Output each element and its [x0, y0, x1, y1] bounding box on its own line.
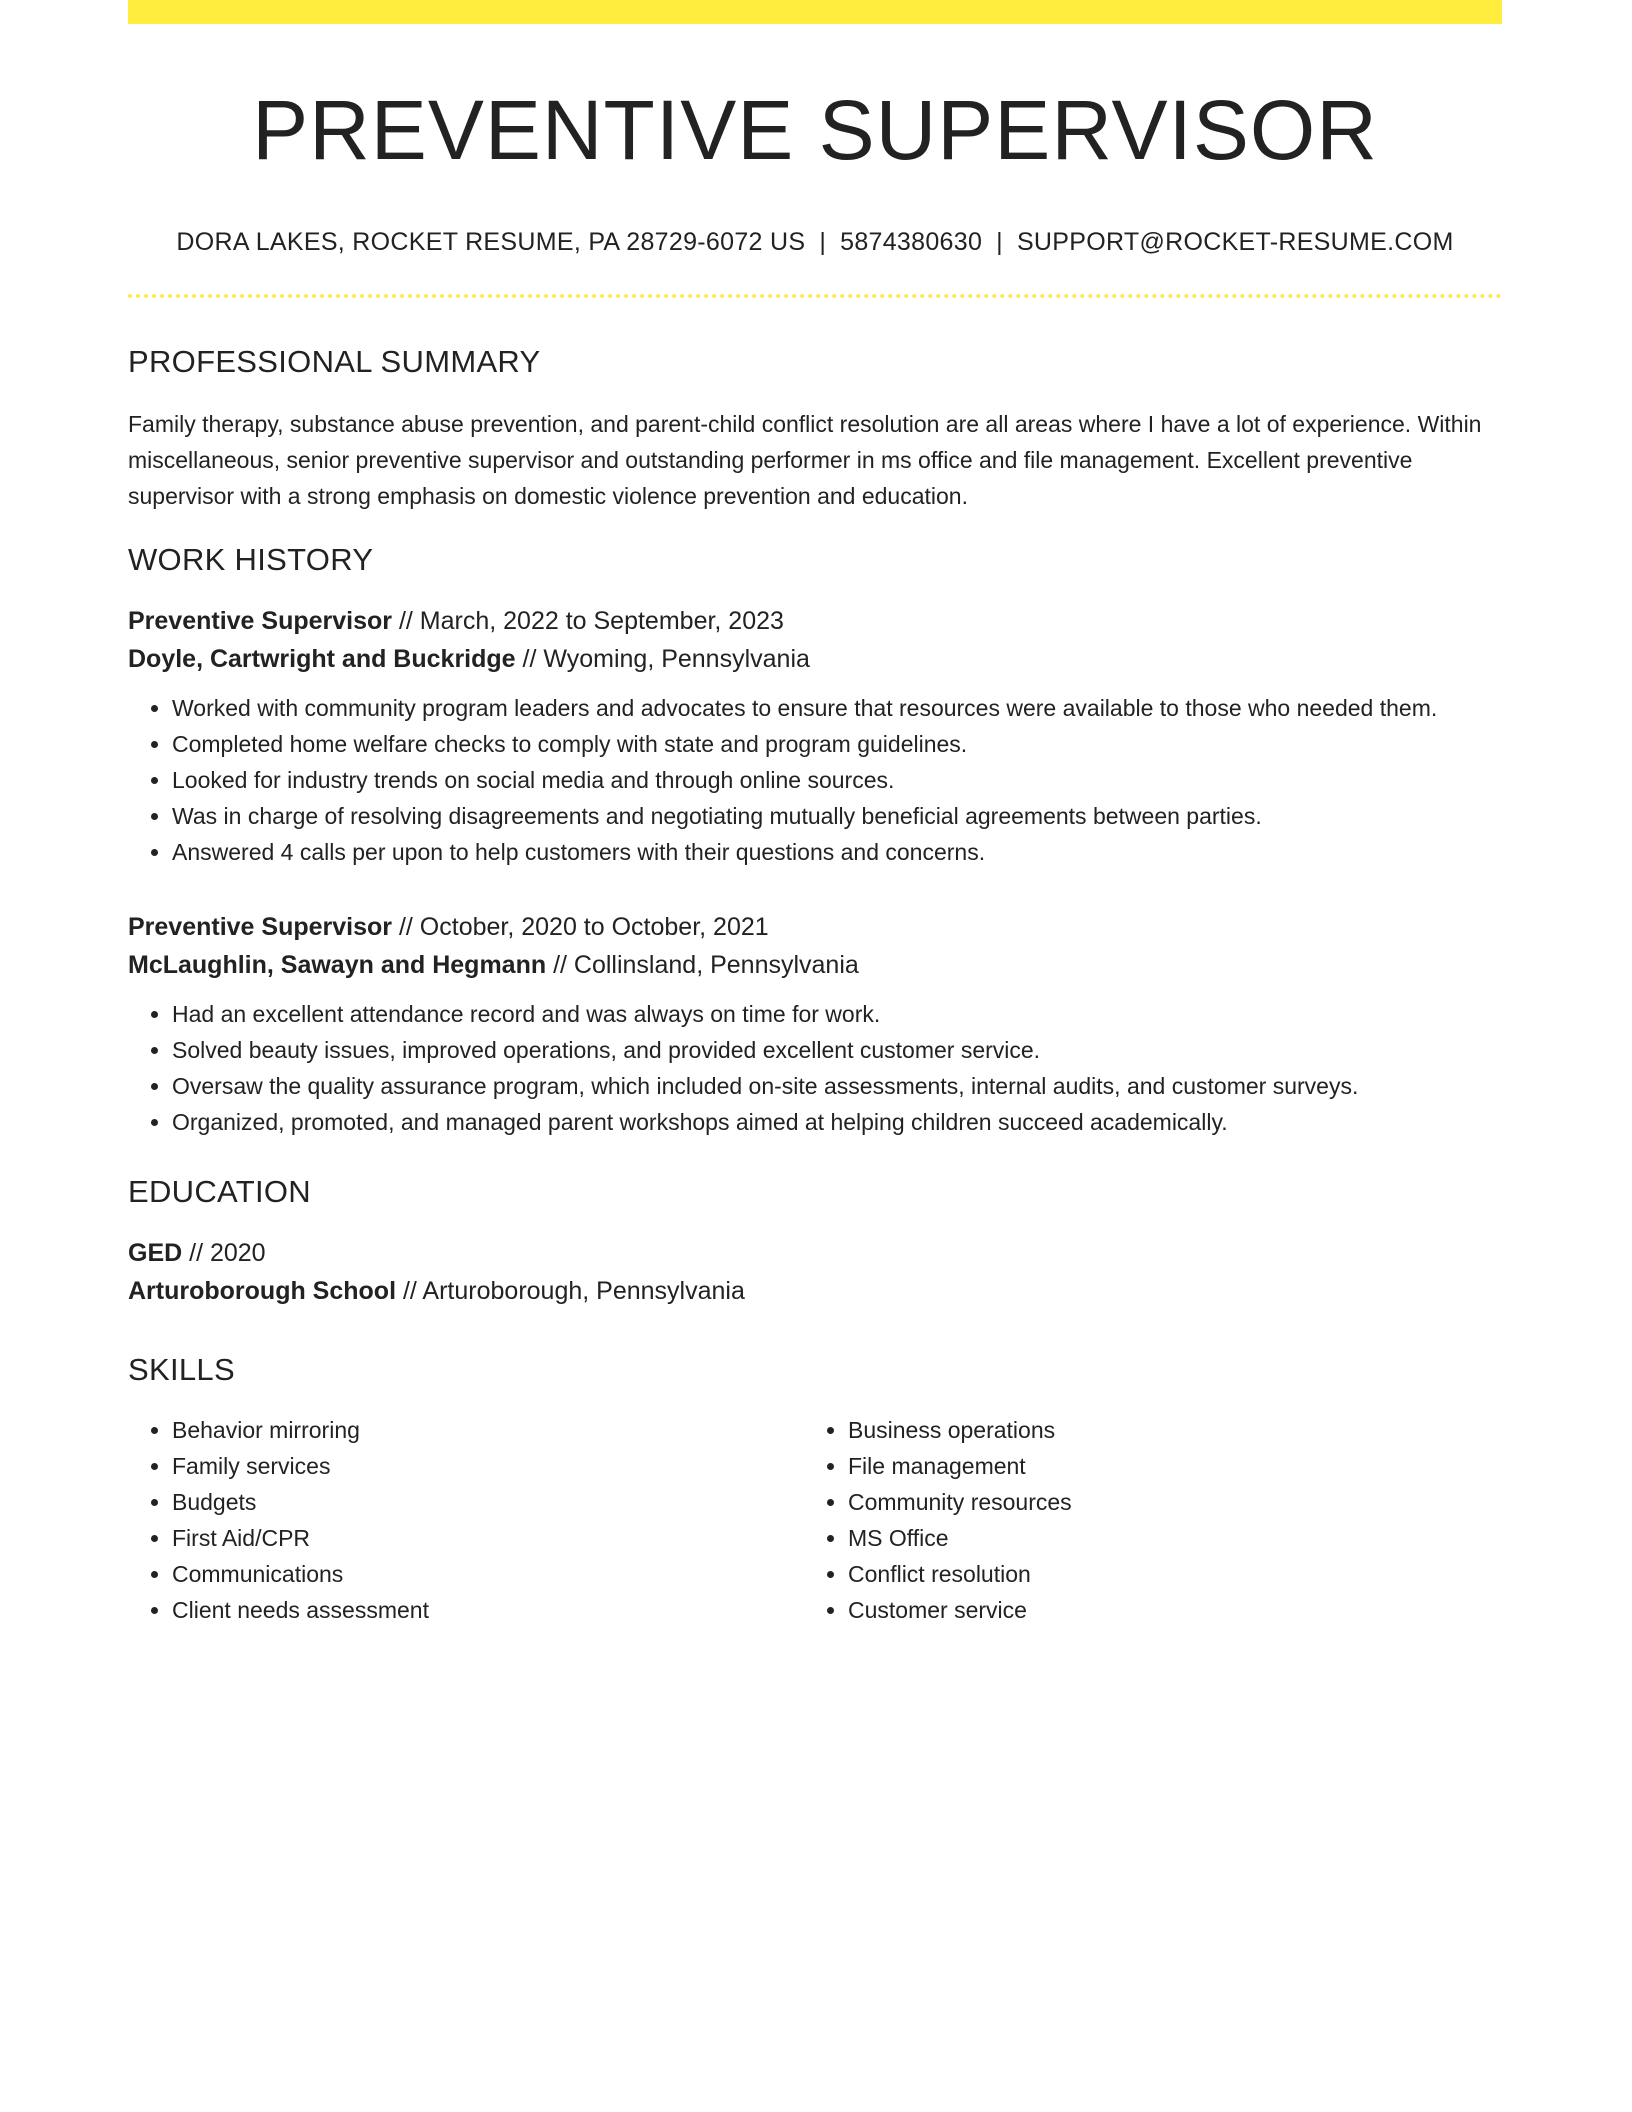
- skill-item: • Budgets: [172, 1484, 804, 1520]
- contact-line: [128, 226, 1502, 258]
- skill-item: • MS Office: [848, 1520, 1480, 1556]
- contact-separator: |: [819, 228, 827, 256]
- job-dates: // March, 2022 to September, 2023: [392, 607, 784, 635]
- job-company: McLaughlin, Sawayn and Hegmann: [128, 951, 547, 979]
- work-history-heading: WORK HISTORY: [128, 542, 374, 577]
- skill-item: • File management: [848, 1448, 1480, 1484]
- job-bullet: • Oversaw the quality assurance program, which included on-site assessments, internal audits, and customer surveys.: [172, 1068, 1502, 1104]
- candidate-name: PREVENTIVE SUPERVISOR: [252, 83, 1378, 177]
- education-degree-line: [128, 1234, 1502, 1272]
- skills-list-left: [128, 1412, 804, 1628]
- skill-item: • First Aid/CPR: [172, 1520, 804, 1556]
- contact-phone: 5874380630: [840, 228, 983, 256]
- education-heading: EDUCATION: [128, 1174, 311, 1209]
- skill-item: • Client needs assessment: [172, 1592, 804, 1628]
- skills-columns: [128, 1412, 1502, 1628]
- education-degree: GED: [128, 1239, 183, 1267]
- job-bullet: • Worked with community program leaders and advocates to ensure that resources were available to those who needed them.: [172, 690, 1502, 726]
- skill-item: • Community resources: [848, 1484, 1480, 1520]
- job-role: Preventive Supervisor: [128, 607, 393, 635]
- education-location: // Arturoborough, Pennsylvania: [396, 1277, 745, 1305]
- skill-item: • Family services: [172, 1448, 804, 1484]
- job-role: Preventive Supervisor: [128, 913, 393, 941]
- job-bullet: • Completed home welfare checks to comply with state and program guidelines.: [172, 726, 1502, 762]
- contact-email: SUPPORT@ROCKET-RESUME.COM: [1016, 228, 1454, 256]
- education-school: Arturoborough School: [128, 1277, 397, 1305]
- summary-text: Family therapy, substance abuse prevention, and parent-child conflict resolution are all areas where I have a lot of experience. Within miscellaneous, senior preventive supervisor and outstanding performer in ms office and file management. Excellent preventive supervisor with a strong emphasis on domestic violence prevention and education.: [128, 411, 1482, 509]
- job-bullets: [128, 996, 1502, 1140]
- job-location: // Collinsland, Pennsylvania: [546, 951, 859, 979]
- skill-item: • Communications: [172, 1556, 804, 1592]
- job-bullet: • Answered 4 calls per upon to help customers with their questions and concerns.: [172, 834, 1502, 870]
- job-bullets: [128, 690, 1502, 870]
- accent-top-bar: [128, 0, 1502, 24]
- job-role-line: [128, 602, 1502, 640]
- dotted-divider: [128, 294, 1502, 298]
- contact-address: DORA LAKES, ROCKET RESUME, PA 28729-6072 US: [176, 228, 806, 256]
- job-company: Doyle, Cartwright and Buckridge: [128, 645, 516, 673]
- education-year: // 2020: [182, 1239, 266, 1267]
- education-entry: [128, 1234, 1502, 1310]
- job-bullet: • Had an excellent attendance record and was always on time for work.: [172, 996, 1502, 1032]
- skill-item: • Conflict resolution: [848, 1556, 1480, 1592]
- job-bullet: • Organized, promoted, and managed parent workshops aimed at helping children succeed academically.: [172, 1104, 1502, 1140]
- job-bullet: • Looked for industry trends on social media and through online sources.: [172, 762, 1502, 798]
- education-school-line: [128, 1272, 1502, 1310]
- skills-heading: SKILLS: [128, 1352, 235, 1387]
- job-company-line: [128, 640, 1502, 678]
- job-dates: // October, 2020 to October, 2021: [392, 913, 769, 941]
- job-company-line: [128, 946, 1502, 984]
- job-entry: [128, 602, 1502, 870]
- skill-item: • Customer service: [848, 1592, 1480, 1628]
- job-location: // Wyoming, Pennsylvania: [515, 645, 810, 673]
- skills-list-right: [804, 1412, 1480, 1628]
- resume-content: [128, 24, 1502, 1628]
- skill-item: • Business operations: [848, 1412, 1480, 1448]
- contact-separator: |: [996, 228, 1003, 256]
- summary-heading: PROFESSIONAL SUMMARY: [128, 344, 541, 379]
- job-bullet: • Solved beauty issues, improved operations, and provided excellent customer service.: [172, 1032, 1502, 1068]
- job-bullet: • Was in charge of resolving disagreements and negotiating mutually beneficial agreements between parties.: [172, 798, 1502, 834]
- job-role-line: [128, 908, 1502, 946]
- job-entry: [128, 908, 1502, 1140]
- skill-item: • Behavior mirroring: [172, 1412, 804, 1448]
